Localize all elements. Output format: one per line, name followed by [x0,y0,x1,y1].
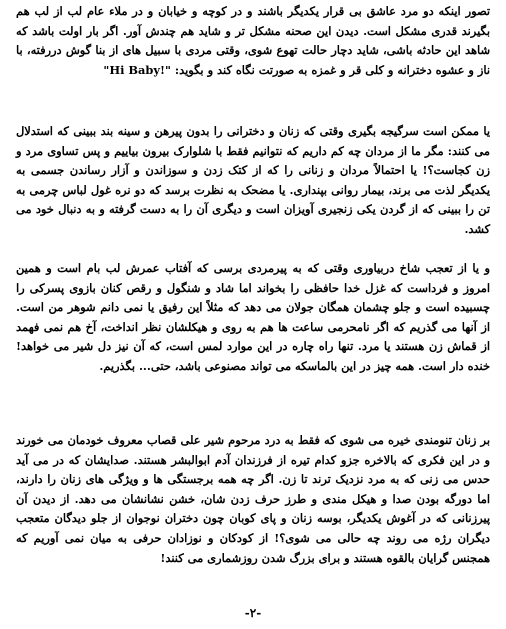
paragraph-1: تصور اینکه دو مرد عاشق بی قرار یکدیگر باشند و در کوچه و خیابان و در ملاء عام لب از لب هم بگیرند قدری مشکل است. دیدن این صحنه مشکل تر و شاید هم چندش آور. اگر بار اولت باشد که شاهد این حادثه باشی، شاید دچار حالت تهوع شوی، وقتی مردی با سبیل های از بنا گوش دررفته، با ناز و عشوه دخترانه و کلی قر و غمزه به صورتت نگاه کند و بگوید: "!Hi Baby" [16,4,490,77]
paragraph-2: یا ممکن است سرگیجه بگیری وقتی که زنان و دخترانی را بدون پیرهن و سینه بند ببینی که استدلال می کنند: مگر ما از مردان چه کم داریم که نتوانیم فقط با شلوارک بیرون بیاییم و پس تساوی مرد و زن کجاست؟! یا احتمالاً مردان و زنانی را که از کتک زدن و سوزاندن و آزار رساندن جسمی به یکدیگر لذت می برند، بیمار روانی بپنداری. یا مضحک به نظرت برسد که دو نره غول لباس چرمی به تن را ببینی که از گردن یکی زنجیری آویزان است و دیگری آن را به دست گرفته و به دنبال خود می کشد. [16,124,490,236]
paragraph-4: بر زنان تنومندی خیره می شوی که فقط به درد مرحوم شیر علی قصاب معروف خودمان می خورند و در این فکری که بالاخره جزو کدام تیره از فرزندان آدم ابوالبشر هستند. صدایشان که در می آید حدس می زنی که به مرد نزدیک ترند تا زن. اگر چه همه برجستگی ها و ویژگی های زنان را دارند، اما دورگه بودن صدا و هیکل مندی و طرز حرف زدن شان، خشن نشانشان می دهد. از دیدن آن پیرزنانی که در آغوش یکدیگر، بوسه زنان و پای کوبان چون دختران نوجوان از جلو دیدگان متعجب دیگران رژه می روند چه حالی می شوی؟! از کودکان و نوزادان حرفی به میان نمی آوریم که همجنس گرایان بالقوه هستند و برای بزرگ شدن روزشماری می کنند! [16,433,491,565]
paragraph-3: و یا از تعجب شاخ دربیاوری وقتی که به پیرمردی برسی که آفتاب عمرش لب بام است و همین امروز و فرداست که غزل خدا حافظی را بخواند اما شاد و شنگول و رقص کنان بازوی پسرکی را چسبیده است و جلو چشمان همگان جولان می دهد که مثلاً این رفیق یا نمی دانم شوهر من است. از آنها می گذریم که اگر نامحرمی ساعت ها هم به روی و هیکلشان نظر انداخت، آخ هم نمی فهمد از قماش زن هستند یا مرد. تنها راه چاره در این موارد لمس است، که آن نیز دل شیر می خواهد! خنده دار است. همه چیز در این بالماسکه می تواند مصنوعی باشد، حتی... بگذریم. [16,261,490,373]
page-number: -۲- [244,606,262,620]
